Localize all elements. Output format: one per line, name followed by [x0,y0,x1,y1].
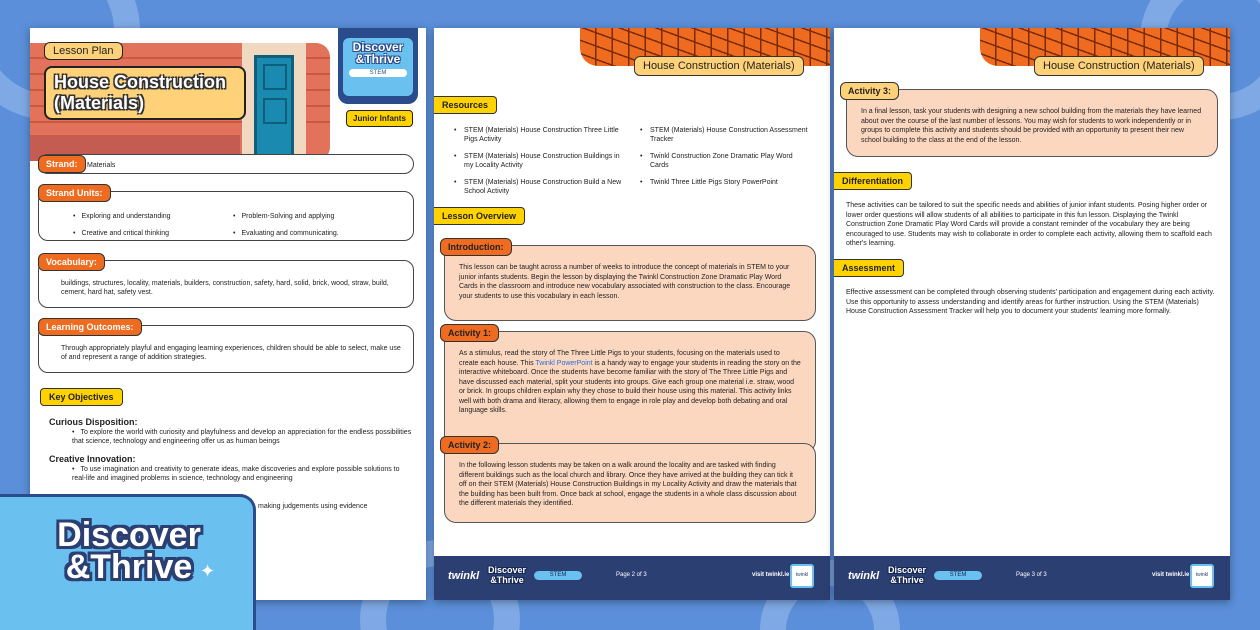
strand-units-label: Strand Units: [38,184,111,202]
visit-link[interactable]: visit twinkl.ie [1152,572,1190,578]
activity-3-label: Activity 3: [840,82,899,100]
resources-label: Resources [434,96,497,114]
twinkl-badge-icon: twinkl [790,564,814,588]
activity-2-box [444,443,816,523]
discover-thrive-logo [0,494,256,630]
page-3 [834,28,1230,600]
strand-box [38,154,414,174]
resource-item: • STEM (Materials) House Construction Buildings in my Locality Activity [454,153,620,169]
activity-3-box [846,89,1218,157]
strand-value: Materials [87,162,116,169]
activity-2-text: In the following lesson students may be taken on a walk around the locality and are tasked with finding different buildings such as the local church and library. Once they have arrived at the building they can tick it off on their STEM (Materials) House Construction Buildings in my Locality Activity and draw the materials that the building has been built from. Once back at school, engage the students in a whole class discussion about the different materials they identified. [459,462,797,507]
learning-outcomes-text: Through appropriately playful and engaging learning experiences, children should be able to select, make use of and represent a range of addition strategies. [61,345,401,361]
key-objectives-label: Key Objectives [40,388,123,406]
twinkl-badge-icon: twinkl [1190,564,1214,588]
sparkle-icon: ✦ [200,561,216,581]
activity-1-box [444,331,816,453]
logo-line-1: Discover [57,516,201,554]
objective-heading: Curious Disposition: [49,417,138,427]
objective-text: • To use imagination and creativity to generate ideas, make discoveries and explore possible solutions to real-life and imagined problems in science, technology and engineering [72,465,412,483]
strand-label: Strand: [38,155,86,173]
resource-item: • Twinkl Three Little Pigs Story PowerPoint [640,179,778,186]
introduction-box [444,245,816,321]
differentiation-text: These activities can be tailored to suit the specific needs and abilities of junior infant students. Posing higher order or lower order questions will allow students of all abilities to participate in this fun lesson. Displaying the Twinkl Construction Zone Dramatic Play Word Cards will provide a constant reminder of the vocabulary they are being encouraged to use. Students may wish to collaborate in order to complete each activity, allowing them to scaffold each other's learning. [846,202,1212,247]
twinkl-logo: twinkl [448,570,480,582]
footer-stem-tag: STEM [534,571,582,580]
strand-unit-item: • Problem-Solving and applying [233,212,393,221]
page-number: Page 2 of 3 [616,572,647,578]
resources-right-list [640,126,810,195]
level-tag: Junior Infants [346,110,413,127]
assessment-label: Assessment [834,259,904,277]
assessment-text: Effective assessment can be completed through observing students' participation and engagement during each activity. Use this opportunity to assess understanding and identify areas for further instruction. Using the STEM (Materials) House Construction Assessment Tracker will help you to document your students' learning more formally. [846,289,1215,315]
objective-text-partial: making judgements using evidence [258,503,368,510]
lesson-plan-tag: Lesson Plan [44,42,123,60]
footer-discover-logo: Discover &Thrive [488,565,527,585]
visit-link[interactable]: visit twinkl.ie [752,572,790,578]
page-number: Page 3 of 3 [1016,572,1047,578]
header-title-tag: House Construction (Materials) [1034,56,1204,76]
strand-unit-item: • Exploring and understanding [73,212,233,221]
page-footer [434,556,830,600]
twinkl-logo: twinkl [848,570,880,582]
resource-item: • STEM (Materials) House Construction Build a New School Activity [454,179,622,195]
badge-line-2: &Thrive [355,52,401,66]
activity-1-text: As a stimulus, read the story of The Three Little Pigs to your students, focusing on the materials used to create each house. This Twinkl PowerPoint is a handy way to engage your students in reading the story on the interactive whiteboard. Once the students have become familiar with the story of The Three Little Pigs and have discussed each material, split your students into groups. Give each group one material i.e. straw, wood or brick. In groups children explain why they chose to build their house using this material. This activity links well with both drama and literacy, allowing them to engage in role play and develop both debating and oral language skills. [459,350,801,414]
introduction-text: This lesson can be taught across a number of weeks to introduce the concept of materials in STEM to your junior infants students. Begin the lesson by displaying the Twinkl Construction Zone Dramatic Play Word Cards in the classroom and introduce new vocabulary associated with construction to the class. Encourage your students to use this vocabulary in each lesson. [459,264,791,300]
vocabulary-text: buildings, structures, locality, materials, builders, construction, safety, hard, solid, brick, wood, straw, build, cement, hard hat, safety vest. [61,280,389,296]
lesson-overview-label: Lesson Overview [434,207,525,225]
objective-heading: Creative Innovation: [49,454,136,464]
badge-line-1: Discover [352,40,404,54]
resource-item: • STEM (Materials) House Construction Three Little Pigs Activity [454,127,619,143]
footer-discover-logo: Discover &Thrive [888,565,927,585]
door-illustration [254,55,294,161]
resource-item: • Twinkl Construction Zone Dramatic Play Word Cards [640,153,793,169]
discover-thrive-badge [338,28,418,104]
page-2 [434,28,830,600]
badge-stem: STEM [349,69,407,77]
learning-outcomes-label: Learning Outcomes: [38,318,142,336]
differentiation-label: Differentiation [834,172,912,190]
powerpoint-link[interactable]: Twinkl PowerPoint [535,359,593,367]
header-title-tag: House Construction (Materials) [634,56,804,76]
activity-1-label: Activity 1: [440,324,499,342]
objective-text: • To explore the world with curiosity and playfulness and develop an appreciation for the endless possibilities that science, technology and engineering offer us as human beings [72,428,412,446]
strand-unit-item: • Evaluating and communicating. [233,229,393,238]
page-footer [834,556,1230,600]
resource-item: • STEM (Materials) House Construction Assessment Tracker [640,127,808,143]
footer-stem-tag: STEM [934,571,982,580]
page-title: House Construction (Materials) [44,66,246,120]
logo-line-2: &Thrive [65,548,193,586]
activity-3-text: In a final lesson, task your students with designing a new school building from the materials they have learned about over the course of the last number of lessons. You may wish for students to work independently or in groups to complete this activity and students should be provided with an opportunity to present their new school building to the class at the end of the lesson. [861,108,1202,144]
introduction-label: Introduction: [440,238,512,256]
strand-unit-item: • Creative and critical thinking [73,229,233,238]
resources-left-list [454,126,624,204]
vocabulary-label: Vocabulary: [38,253,105,271]
activity-2-label: Activity 2: [440,436,499,454]
